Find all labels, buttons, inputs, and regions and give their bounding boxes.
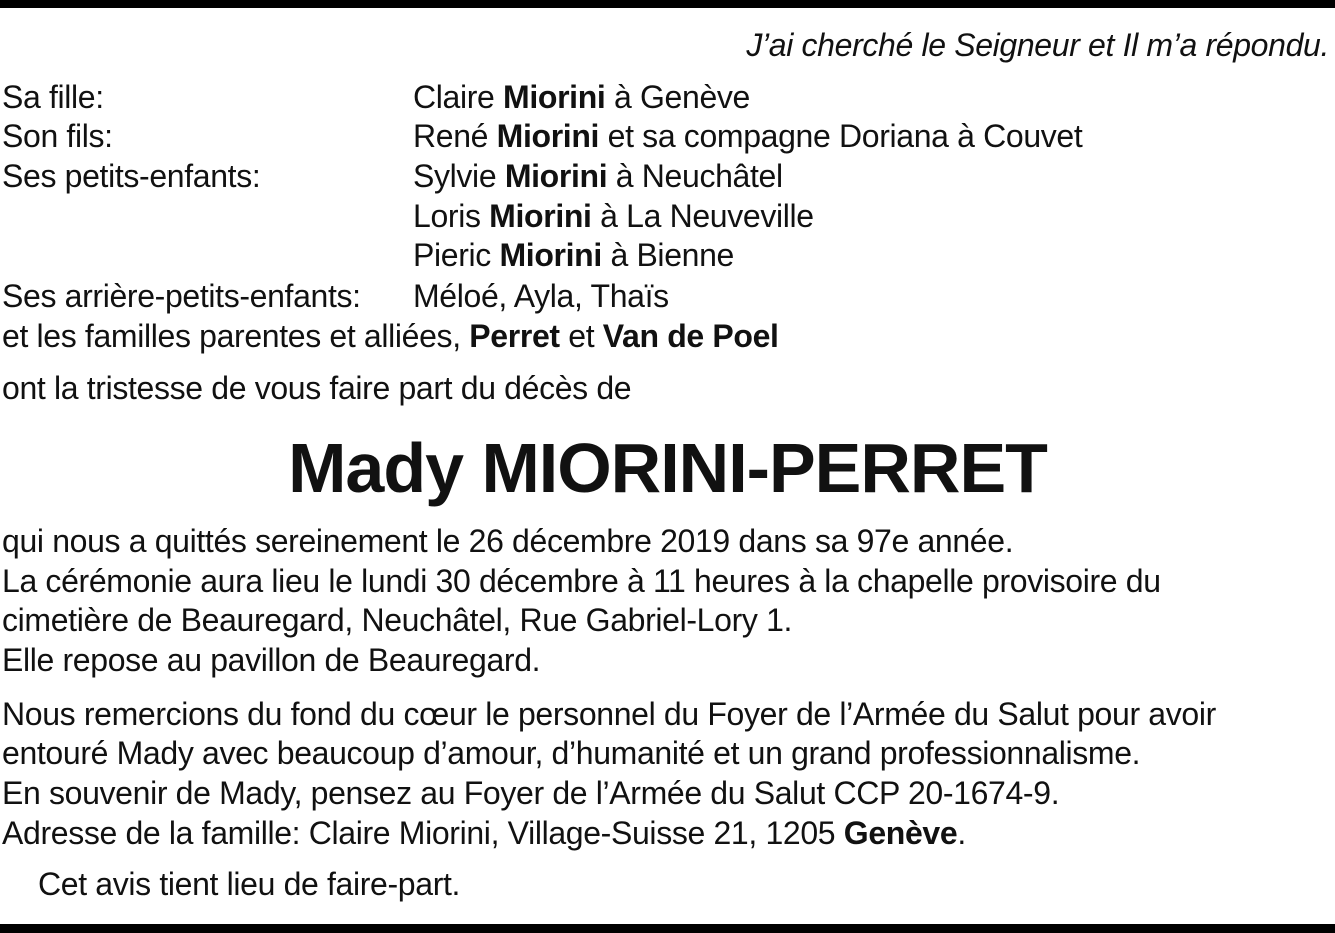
entry-rest: et sa compagne Doriana à Couvet xyxy=(607,118,1083,154)
closing-note: Cet avis tient lieu de faire-part. xyxy=(38,866,461,902)
relatives-text: et les familles parentes et alliées, xyxy=(2,318,461,354)
announcement: ont la tristesse de vous faire part du décès de xyxy=(2,370,632,406)
grandchild-entry xyxy=(413,235,734,275)
daughter-entry xyxy=(413,77,750,117)
grandchild-entry xyxy=(413,156,783,196)
surname: Miorini xyxy=(499,237,602,273)
first-name: Sylvie xyxy=(413,158,497,194)
grandchild-entry xyxy=(413,196,814,236)
son-entry xyxy=(413,116,1082,156)
thanks-line: En souvenir de Mady, pensez au Foyer de l’Armée du Salut CCP 20-1674-9. xyxy=(2,775,1060,811)
surname: Miorini xyxy=(503,79,606,115)
first-name: René xyxy=(413,118,489,154)
epigraph: J’ai cherché le Seigneur et Il m’a répondu. xyxy=(746,27,1329,63)
detail-line: Elle repose au pavillon de Beauregard. xyxy=(2,642,541,678)
surname: Miorini xyxy=(496,118,600,154)
detail-line: La cérémonie aura lieu le lundi 30 décembre à 11 heures à la chapelle provisoire du xyxy=(2,563,1161,599)
detail-line: cimetière de Beauregard, Neuchâtel, Rue Gabriel-Lory 1. xyxy=(2,602,793,638)
son-label: Son fils: xyxy=(2,118,113,154)
first-name: Loris xyxy=(413,198,481,234)
entry-rest: à Neuchâtel xyxy=(615,158,783,194)
surname: Miorini xyxy=(504,158,608,194)
conjunction: et xyxy=(568,318,595,354)
family-name: Van de Poel xyxy=(602,318,779,354)
deceased-name: Mady MIORINI-PERRET xyxy=(288,429,1047,507)
grandchildren-label: Ses petits-enfants: xyxy=(2,158,261,194)
entry-rest: à La Neuveville xyxy=(600,198,814,234)
first-name: Pieric xyxy=(413,237,491,273)
entry-rest: à Bienne xyxy=(610,237,734,273)
family-name: Perret xyxy=(469,318,560,354)
address-city: Genève xyxy=(843,815,958,851)
address-text: Adresse de la famille: Claire Miorini, Village-Suisse 21, 1205 xyxy=(2,815,836,851)
entry-rest: à Genève xyxy=(614,79,750,115)
surname: Miorini xyxy=(489,198,592,234)
great-grandchildren-label: Ses arrière-petits-enfants: xyxy=(2,278,361,314)
first-name: Claire xyxy=(413,79,495,115)
daughter-label: Sa fille: xyxy=(2,79,104,115)
address-end: . xyxy=(957,815,966,851)
great-grandchildren-names: Méloé, Ayla, Thaïs xyxy=(413,278,669,314)
relatives-line xyxy=(2,316,779,356)
bottom-rule xyxy=(0,924,1335,933)
family-address xyxy=(2,813,966,853)
detail-line: qui nous a quittés sereinement le 26 décembre 2019 dans sa 97e année. xyxy=(2,523,1014,559)
thanks-line: entouré Mady avec beaucoup d’amour, d’humanité et un grand professionnalisme. xyxy=(2,735,1141,771)
thanks-line: Nous remercions du fond du cœur le personnel du Foyer de l’Armée du Salut pour avoir xyxy=(2,696,1216,732)
